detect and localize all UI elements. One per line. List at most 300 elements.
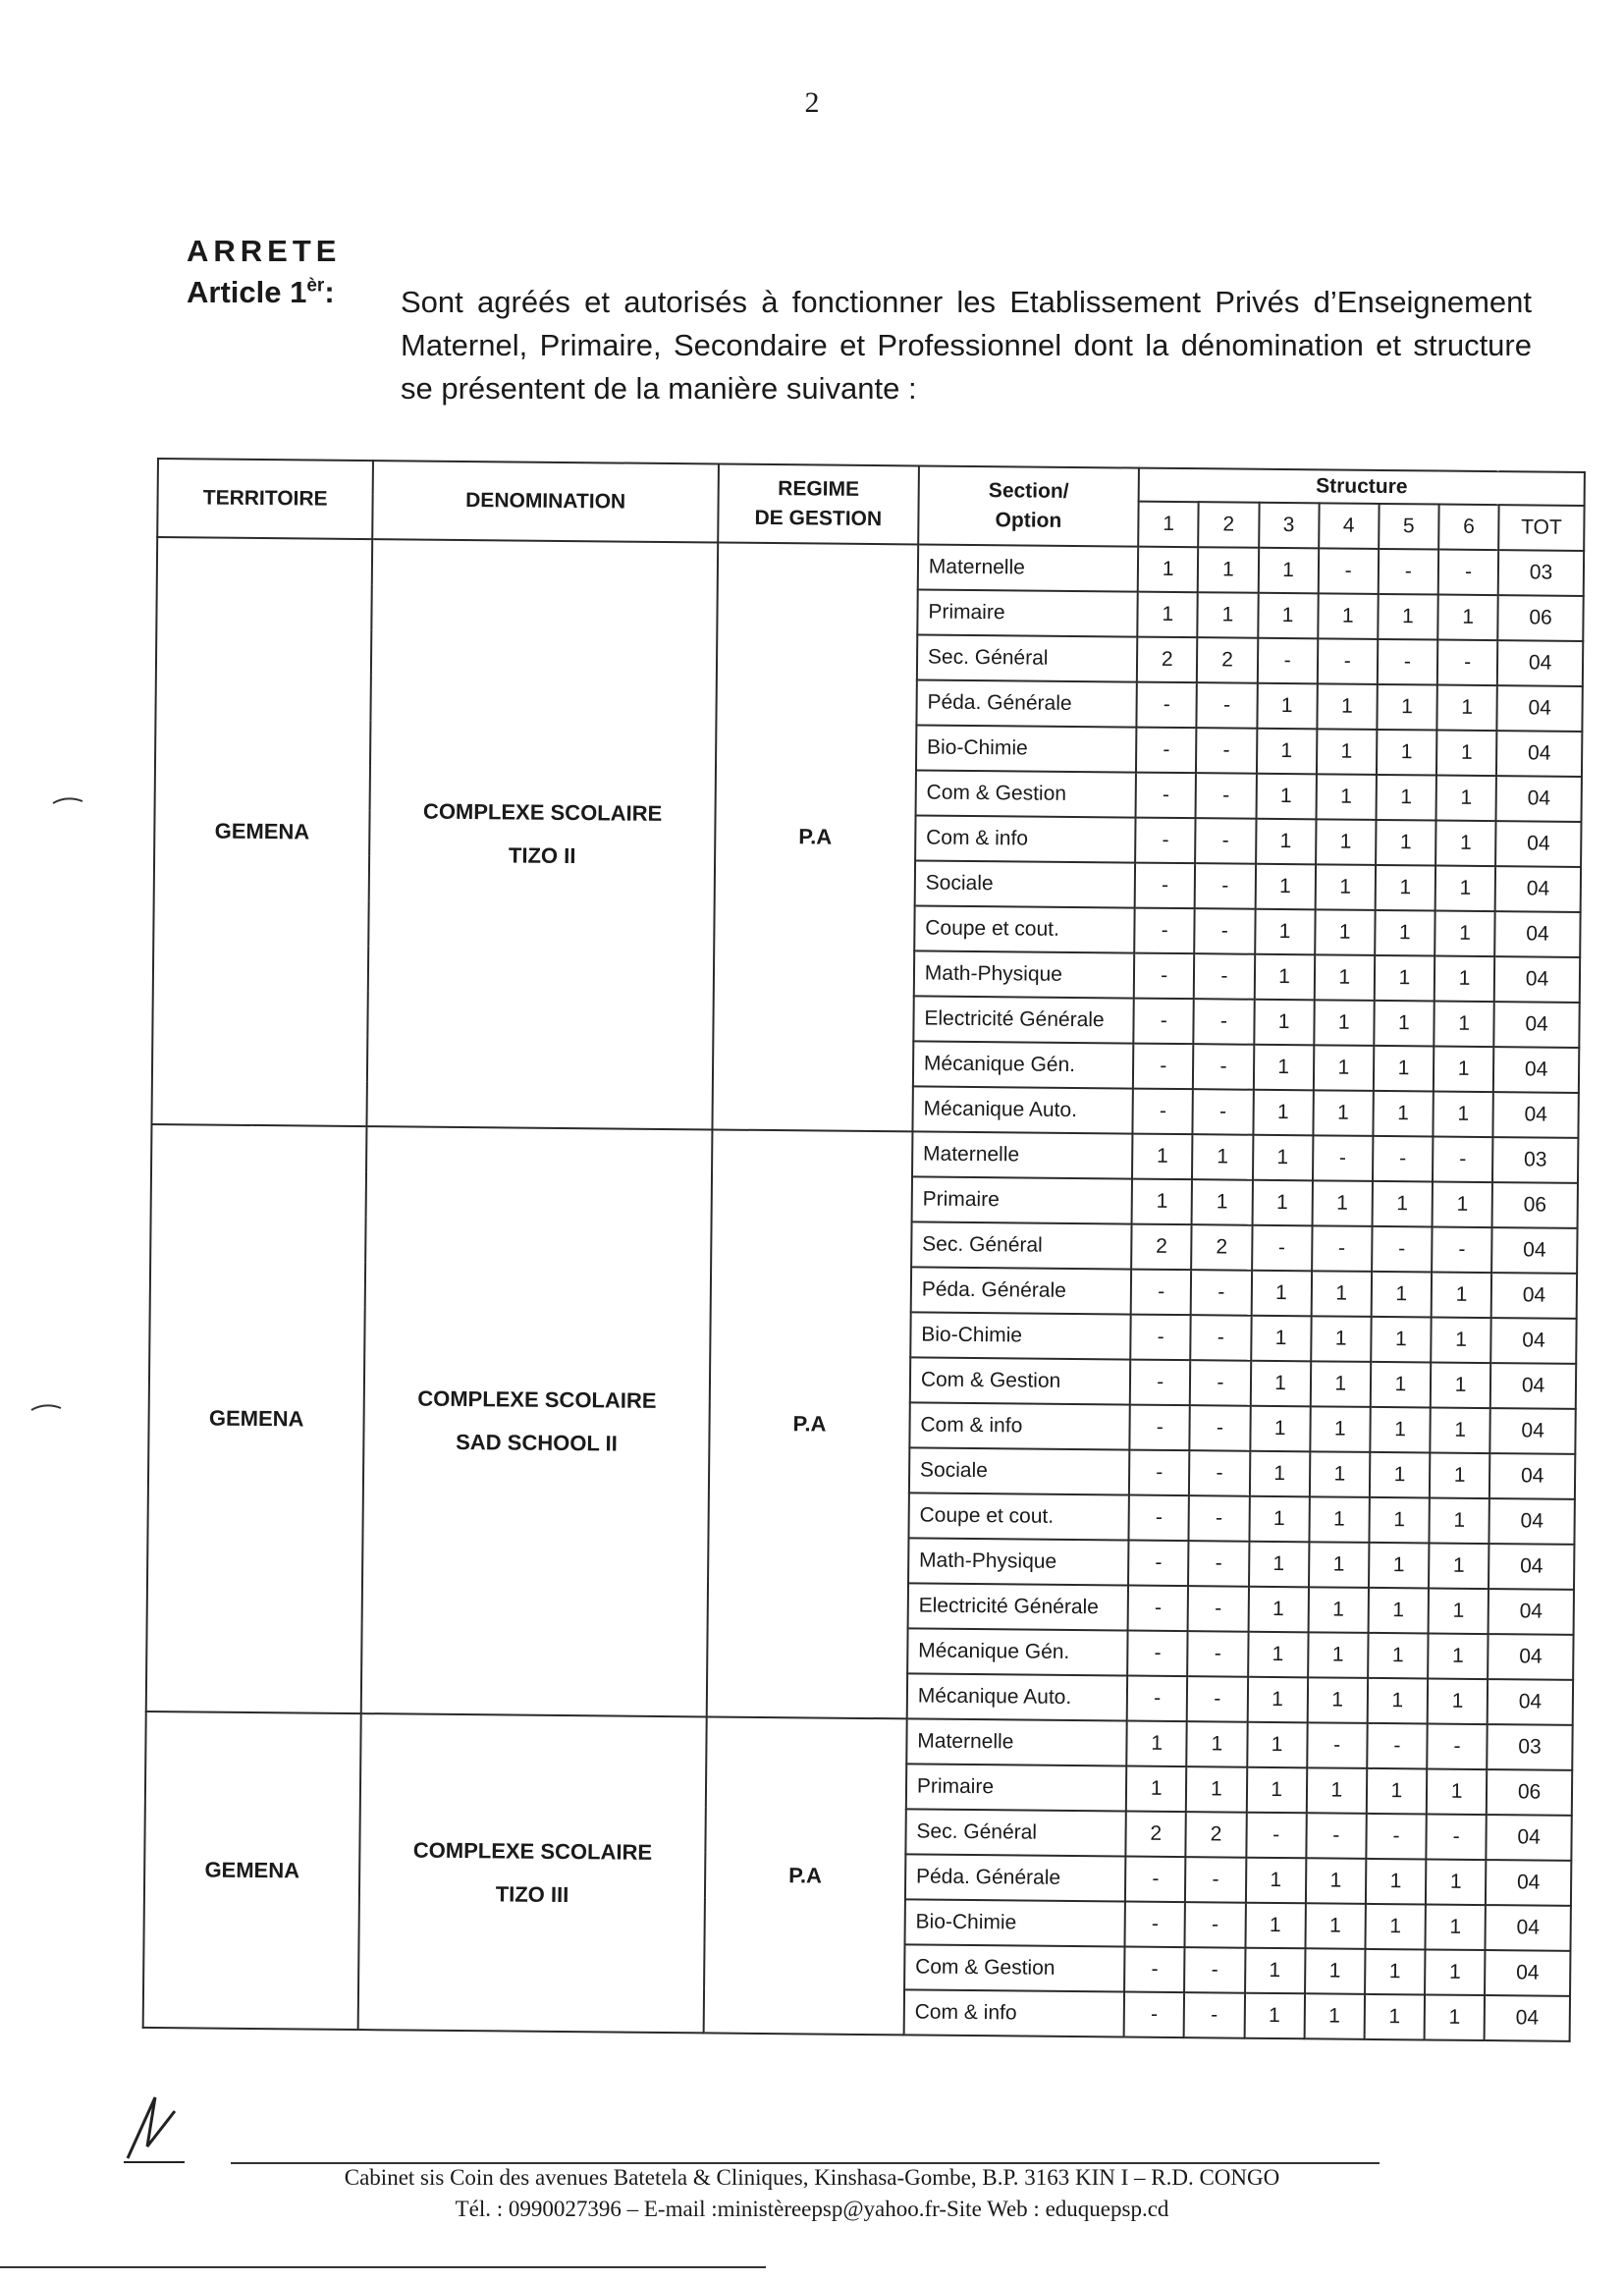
structure-cell: 1	[1247, 1722, 1308, 1768]
structure-cell: 1	[1248, 1587, 1309, 1633]
structure-cell: -	[1437, 640, 1498, 686]
structure-cell: 1	[1311, 1271, 1372, 1317]
structure-cell: -	[1124, 1992, 1185, 2038]
structure-cell: -	[1187, 1631, 1248, 1677]
section-cell: Bio-Chimie	[916, 725, 1137, 772]
structure-cell: 1	[1375, 955, 1435, 1002]
section-cell: Coupe et cout.	[908, 1493, 1129, 1540]
denomination-line-1: COMPLEXE SCOLAIRE	[412, 1837, 653, 1865]
structure-cell: 1	[1425, 1949, 1486, 1995]
structure-cell: 1	[1305, 1903, 1366, 1949]
structure-cell: 1	[1132, 1179, 1193, 1225]
structure-cell: -	[1433, 1137, 1493, 1183]
header-col-2: 2	[1199, 502, 1260, 548]
total-cell: 04	[1496, 731, 1582, 777]
structure-cell: 1	[1372, 1272, 1433, 1318]
total-cell: 03	[1487, 1724, 1572, 1770]
establishments-table	[142, 458, 1586, 2042]
structure-cell: -	[1246, 1813, 1307, 1859]
structure-cell: -	[1197, 682, 1258, 729]
total-cell: 04	[1488, 1634, 1573, 1680]
structure-cell: 1	[1132, 1134, 1193, 1180]
structure-cell: 1	[1255, 909, 1316, 955]
structure-cell: 1	[1364, 1994, 1425, 2040]
structure-cell: 1	[1374, 1046, 1435, 1092]
structure-cell: 1	[1370, 1407, 1431, 1453]
structure-cell: 1	[1253, 1045, 1314, 1091]
structure-cell: 1	[1256, 774, 1317, 820]
structure-cell: -	[1189, 1450, 1250, 1496]
structure-cell: 1	[1434, 1002, 1494, 1048]
structure-cell: 1	[1251, 1271, 1312, 1317]
section-cell: Primaire	[906, 1764, 1127, 1811]
structure-cell: -	[1195, 863, 1256, 909]
structure-cell: 1	[1308, 1632, 1369, 1678]
structure-cell: -	[1124, 1947, 1185, 1993]
territoire-cell: GEMENA	[151, 537, 372, 1126]
structure-cell: 1	[1433, 1182, 1493, 1228]
structure-cell: 1	[1378, 594, 1438, 640]
section-cell: Com & info	[915, 815, 1136, 862]
structure-cell: 1	[1429, 1497, 1489, 1544]
total-cell: 06	[1492, 1182, 1578, 1228]
structure-cell: 2	[1186, 1812, 1247, 1858]
structure-cell: 1	[1372, 1181, 1433, 1227]
total-cell: 04	[1494, 956, 1580, 1003]
structure-cell: -	[1130, 1360, 1191, 1406]
structure-cell: -	[1128, 1586, 1189, 1632]
section-cell: Mécanique Auto.	[907, 1673, 1128, 1720]
structure-cell: -	[1194, 999, 1255, 1045]
structure-cell: 1	[1371, 1362, 1432, 1408]
section-cell: Primaire	[911, 1176, 1132, 1223]
structure-cell: -	[1188, 1586, 1249, 1632]
article-label-text: Article 1	[187, 275, 307, 309]
structure-cell: 1	[1305, 1948, 1366, 1994]
structure-cell: 1	[1250, 1361, 1311, 1407]
header-col-6: 6	[1438, 505, 1499, 551]
total-cell: 04	[1485, 1995, 1570, 2041]
section-cell: Sec. Général	[911, 1222, 1132, 1269]
structure-cell: 1	[1377, 730, 1437, 776]
structure-cell: -	[1190, 1360, 1251, 1406]
structure-cell: -	[1135, 818, 1196, 864]
section-cell: Coupe et cout.	[914, 905, 1135, 952]
decree-heading: ARRETE	[187, 234, 342, 268]
structure-cell: -	[1133, 999, 1194, 1045]
denomination-line-2: TIZO III	[495, 1881, 569, 1908]
structure-cell: 1	[1258, 548, 1319, 594]
structure-cell: 1	[1307, 1677, 1368, 1723]
total-cell: 04	[1493, 1002, 1579, 1048]
section-cell: Mécanique Auto.	[912, 1086, 1133, 1133]
structure-cell: 1	[1252, 1180, 1313, 1226]
section-cell: Sec. Général	[905, 1809, 1126, 1856]
structure-cell: -	[1257, 638, 1318, 684]
structure-cell: 1	[1368, 1633, 1429, 1679]
table-body	[143, 537, 1585, 2041]
regime-cell: P.A	[707, 1129, 913, 1718]
structure-cell: 1	[1256, 729, 1317, 775]
structure-cell: -	[1432, 1227, 1492, 1274]
denomination-line-1: COMPLEXE SCOLAIRE	[417, 1385, 657, 1413]
structure-cell: 1	[1371, 1317, 1432, 1363]
structure-cell: 1	[1252, 1135, 1313, 1181]
structure-cell: 1	[1368, 1678, 1429, 1724]
structure-cell: 1	[1435, 866, 1496, 912]
structure-cell: -	[1130, 1405, 1191, 1451]
structure-cell: -	[1128, 1541, 1189, 1587]
structure-cell: 1	[1314, 1045, 1375, 1091]
section-cell: Mécanique Gén.	[913, 1041, 1134, 1088]
section-cell: Com & info	[903, 1989, 1124, 2037]
structure-cell: 1	[1366, 1859, 1427, 1905]
section-cell: Maternelle	[918, 544, 1139, 591]
structure-cell: 1	[1431, 1362, 1491, 1408]
total-cell: 04	[1488, 1679, 1573, 1725]
structure-cell: 1	[1187, 1721, 1248, 1767]
structure-cell: 1	[1245, 1858, 1306, 1904]
structure-cell: -	[1133, 1044, 1194, 1090]
structure-cell: 2	[1137, 637, 1198, 683]
section-cell: Sociale	[915, 860, 1136, 907]
structure-cell: 1	[1192, 1179, 1253, 1225]
structure-cell: 1	[1245, 1903, 1306, 1949]
page-number: 2	[804, 86, 820, 119]
structure-cell: -	[1188, 1541, 1249, 1587]
structure-cell: 1	[1306, 1767, 1367, 1814]
denomination-line-2: TIZO II	[508, 842, 576, 869]
structure-cell: 1	[1376, 775, 1436, 821]
section-cell: Bio-Chimie	[910, 1312, 1131, 1359]
structure-cell: -	[1379, 549, 1439, 595]
footer-contact: Tél. : 0990027396 – E-mail :ministèreepsp@yahoo.fr-Site Web : eduquepsp.cd	[455, 2197, 1169, 2221]
structure-cell: -	[1196, 773, 1257, 819]
structure-cell: 1	[1368, 1588, 1429, 1634]
structure-cell: 1	[1314, 1000, 1375, 1046]
structure-cell: 1	[1426, 1859, 1487, 1905]
structure-cell: 1	[1317, 683, 1378, 730]
header-section: Section/ Option	[918, 465, 1139, 546]
total-cell: 04	[1486, 1860, 1571, 1906]
structure-cell: 1	[1246, 1767, 1307, 1814]
structure-cell: 1	[1369, 1497, 1430, 1544]
structure-cell: 1	[1257, 683, 1318, 730]
section-cell: Electricité Générale	[907, 1583, 1128, 1630]
header-col-5: 5	[1379, 504, 1439, 550]
structure-cell: 1	[1436, 685, 1497, 732]
structure-cell: 1	[1437, 595, 1498, 641]
structure-cell: -	[1366, 1814, 1427, 1860]
structure-cell: -	[1313, 1135, 1374, 1181]
structure-cell: -	[1195, 818, 1256, 864]
total-cell: 04	[1485, 1950, 1570, 1996]
header-denomination: DENOMINATION	[372, 461, 719, 542]
structure-cell: 1	[1315, 909, 1376, 955]
structure-cell: 1	[1365, 1904, 1426, 1950]
structure-cell: 1	[1430, 1407, 1490, 1453]
structure-cell: -	[1306, 1813, 1367, 1859]
section-cell: Bio-Chimie	[904, 1899, 1125, 1946]
section-cell: Primaire	[917, 589, 1138, 636]
structure-cell: 1	[1313, 1090, 1374, 1136]
structure-cell: 1	[1254, 1000, 1315, 1046]
total-cell: 04	[1495, 866, 1581, 912]
section-cell: Com & Gestion	[904, 1944, 1125, 1991]
structure-cell: 1	[1316, 774, 1377, 820]
structure-cell: -	[1127, 1676, 1188, 1722]
structure-cell: 1	[1137, 592, 1198, 638]
structure-cell: 1	[1376, 820, 1436, 866]
section-cell: Com & info	[909, 1402, 1130, 1449]
structure-cell: 1	[1258, 593, 1319, 639]
structure-cell: 1	[1248, 1632, 1309, 1678]
denomination-line-2: SAD SCHOOL II	[456, 1429, 618, 1456]
structure-cell: -	[1130, 1315, 1191, 1361]
total-cell: 04	[1497, 640, 1583, 686]
structure-cell: 1	[1126, 1721, 1187, 1767]
structure-cell: 1	[1308, 1587, 1369, 1633]
header-territoire: TERRITOIRE	[157, 459, 373, 539]
structure-cell: 1	[1186, 1766, 1247, 1813]
structure-cell: 1	[1311, 1316, 1372, 1362]
structure-cell: 2	[1191, 1224, 1252, 1271]
denomination-cell	[358, 1713, 707, 2033]
structure-cell: 1	[1429, 1543, 1489, 1589]
structure-cell: 1	[1431, 1317, 1491, 1363]
structure-cell: -	[1133, 1089, 1194, 1135]
structure-cell: -	[1318, 548, 1379, 594]
structure-cell: 2	[1197, 637, 1258, 683]
header-col-3: 3	[1259, 503, 1320, 549]
section-cell: Math-Physique	[914, 950, 1135, 998]
structure-cell: 1	[1432, 1272, 1492, 1318]
structure-cell: 2	[1126, 1812, 1187, 1858]
structure-cell: 1	[1433, 1092, 1493, 1138]
structure-cell: -	[1252, 1225, 1313, 1272]
section-cell: Maternelle	[912, 1131, 1133, 1178]
left-margin-mark-1	[51, 795, 84, 805]
total-cell: 04	[1495, 821, 1581, 867]
total-cell: 04	[1493, 1092, 1579, 1138]
structure-cell: -	[1195, 908, 1256, 954]
structure-cell: 1	[1310, 1361, 1371, 1407]
total-cell: 06	[1487, 1769, 1572, 1816]
regime-cell: P.A	[704, 1716, 907, 2035]
structure-cell: 1	[1245, 1948, 1306, 1994]
structure-cell: -	[1127, 1631, 1188, 1677]
header-regime: REGIME DE GESTION	[718, 463, 919, 544]
total-cell: 04	[1496, 776, 1582, 822]
structure-cell: -	[1134, 953, 1195, 1000]
footer-rule	[231, 2162, 1380, 2164]
structure-cell: 1	[1373, 1091, 1434, 1137]
structure-cell: 1	[1255, 864, 1316, 910]
territoire-cell: GEMENA	[146, 1124, 367, 1713]
structure-cell: 1	[1198, 547, 1259, 593]
structure-cell: -	[1136, 728, 1197, 774]
structure-cell: -	[1184, 1992, 1245, 2038]
structure-cell: -	[1191, 1315, 1252, 1361]
table-header	[157, 459, 1585, 551]
structure-cell: 1	[1436, 776, 1497, 822]
structure-cell: -	[1187, 1676, 1248, 1722]
total-cell: 04	[1497, 685, 1583, 732]
structure-cell: -	[1427, 1723, 1488, 1769]
structure-cell: 1	[1365, 1949, 1426, 1995]
structure-cell: 1	[1138, 547, 1199, 593]
structure-cell: -	[1189, 1495, 1250, 1542]
section-cell: Sociale	[909, 1447, 1130, 1494]
structure-cell: -	[1125, 1857, 1186, 1903]
structure-cell: 1	[1249, 1496, 1310, 1543]
structure-cell: 1	[1435, 821, 1496, 867]
section-cell: Mécanique Gén.	[907, 1628, 1128, 1675]
structure-cell: -	[1372, 1226, 1433, 1273]
structure-cell: 1	[1429, 1588, 1489, 1634]
section-cell: Sec. Général	[917, 634, 1138, 681]
structure-cell: -	[1185, 1857, 1246, 1903]
structure-cell: 1	[1198, 592, 1259, 638]
total-cell: 04	[1493, 1047, 1579, 1093]
structure-cell: 1	[1316, 819, 1377, 865]
structure-cell: 1	[1436, 731, 1497, 777]
structure-cell: 1	[1247, 1677, 1308, 1723]
structure-cell: 1	[1251, 1316, 1312, 1362]
structure-cell: 2	[1131, 1224, 1192, 1271]
structure-cell: 1	[1427, 1768, 1488, 1815]
section-cell: Maternelle	[906, 1718, 1127, 1765]
structure-cell: 1	[1315, 864, 1376, 910]
total-cell: 04	[1490, 1318, 1576, 1364]
structure-cell: 1	[1312, 1180, 1373, 1226]
header-structure: Structure	[1139, 468, 1585, 506]
structure-cell: 1	[1256, 819, 1317, 865]
header-col-tot: TOT	[1498, 505, 1584, 551]
section-cell: Math-Physique	[908, 1538, 1129, 1585]
total-cell: 04	[1489, 1544, 1574, 1590]
section-cell: Péda. Générale	[911, 1267, 1132, 1314]
total-cell: 03	[1492, 1137, 1578, 1183]
structure-cell: 1	[1428, 1678, 1489, 1724]
article-label-superscript: èr	[306, 275, 325, 297]
article-label-colon: :	[324, 275, 335, 309]
structure-cell: -	[1378, 639, 1438, 685]
structure-cell: 1	[1428, 1633, 1489, 1679]
left-margin-mark-2	[29, 1402, 63, 1412]
structure-cell: 1	[1375, 865, 1435, 911]
structure-cell: 1	[1192, 1134, 1253, 1180]
structure-cell: 1	[1309, 1496, 1370, 1543]
structure-cell: 1	[1425, 1904, 1486, 1950]
structure-cell: 1	[1249, 1451, 1310, 1497]
bottom-rule	[0, 2266, 766, 2268]
signature-mark	[116, 2090, 194, 2168]
structure-cell: -	[1125, 1902, 1186, 1948]
structure-cell: 1	[1434, 1047, 1494, 1093]
header-col-1: 1	[1138, 502, 1199, 548]
structure-cell: -	[1318, 638, 1379, 684]
structure-cell: 1	[1304, 1993, 1365, 2039]
structure-cell: 1	[1435, 911, 1495, 957]
structure-cell: 1	[1435, 956, 1495, 1003]
total-cell: 04	[1491, 1227, 1577, 1274]
total-cell: 04	[1489, 1498, 1575, 1545]
total-cell: 06	[1497, 595, 1583, 641]
total-cell: 04	[1489, 1453, 1575, 1499]
structure-cell: -	[1193, 1044, 1254, 1090]
structure-cell: -	[1312, 1225, 1373, 1272]
structure-cell: 1	[1314, 954, 1375, 1001]
footer-address: Cabinet sis Coin des avenues Batetela & Cliniques, Kinshasa-Gombe, B.P. 3163 KIN I – R.D. CONGO	[344, 2165, 1280, 2190]
structure-cell: -	[1367, 1723, 1428, 1769]
section-cell: Péda. Générale	[916, 679, 1137, 727]
section-cell: Com & Gestion	[915, 770, 1136, 817]
structure-cell: 1	[1374, 1001, 1435, 1047]
structure-cell: -	[1438, 550, 1499, 596]
header-col-4: 4	[1319, 503, 1380, 549]
section-cell: Electricité Générale	[913, 996, 1134, 1043]
structure-cell: 1	[1310, 1406, 1371, 1452]
structure-cell: 1	[1317, 729, 1378, 775]
total-cell: 04	[1491, 1273, 1577, 1319]
total-cell: 04	[1490, 1363, 1576, 1409]
total-cell: 03	[1498, 550, 1584, 596]
regime-cell: P.A	[712, 542, 918, 1131]
structure-cell: -	[1373, 1136, 1434, 1182]
total-cell: 04	[1489, 1589, 1574, 1635]
structure-cell: -	[1131, 1270, 1192, 1316]
article-text: Sont agréés et autorisés à fonctionner les Etablissement Privés d’Enseignement Maternel, Primaire, Secondaire et Professionnel dont la dénomination et structure se présentent de la manière suivante :	[401, 285, 1532, 406]
structure-cell: -	[1190, 1405, 1251, 1451]
structure-cell: -	[1193, 1089, 1254, 1135]
structure-cell: 1	[1306, 1858, 1367, 1904]
total-cell: 04	[1494, 911, 1580, 957]
structure-cell: 1	[1375, 910, 1435, 956]
structure-cell: 1	[1250, 1406, 1311, 1452]
structure-cell: -	[1137, 682, 1198, 729]
structure-cell: 1	[1369, 1543, 1430, 1589]
structure-cell: 1	[1318, 593, 1379, 639]
structure-cell: -	[1426, 1814, 1487, 1860]
structure-cell: -	[1185, 1902, 1246, 1948]
section-cell: Com & Gestion	[910, 1357, 1131, 1404]
structure-cell: 1	[1253, 1090, 1314, 1136]
structure-cell: -	[1194, 953, 1255, 1000]
structure-cell: 1	[1377, 684, 1437, 731]
article-label	[187, 275, 335, 310]
structure-cell: 1	[1309, 1542, 1370, 1588]
structure-cell: -	[1184, 1947, 1245, 1993]
structure-cell: -	[1134, 908, 1195, 954]
total-cell: 04	[1490, 1408, 1576, 1454]
structure-cell: -	[1307, 1722, 1368, 1768]
structure-cell: 1	[1367, 1768, 1428, 1815]
structure-cell: 1	[1244, 1993, 1305, 2039]
structure-cell: 1	[1425, 1994, 1486, 2040]
structure-cell: -	[1191, 1270, 1252, 1316]
structure-cell: -	[1196, 728, 1257, 774]
total-cell: 04	[1486, 1905, 1571, 1951]
structure-cell: 1	[1430, 1452, 1490, 1498]
structure-cell: 1	[1126, 1766, 1187, 1813]
denomination-line-1: COMPLEXE SCOLAIRE	[422, 798, 663, 826]
structure-cell: 1	[1254, 954, 1315, 1001]
structure-cell: 1	[1370, 1452, 1431, 1498]
total-cell: 04	[1487, 1815, 1572, 1861]
structure-cell: -	[1135, 863, 1196, 909]
structure-cell: -	[1129, 1450, 1190, 1496]
